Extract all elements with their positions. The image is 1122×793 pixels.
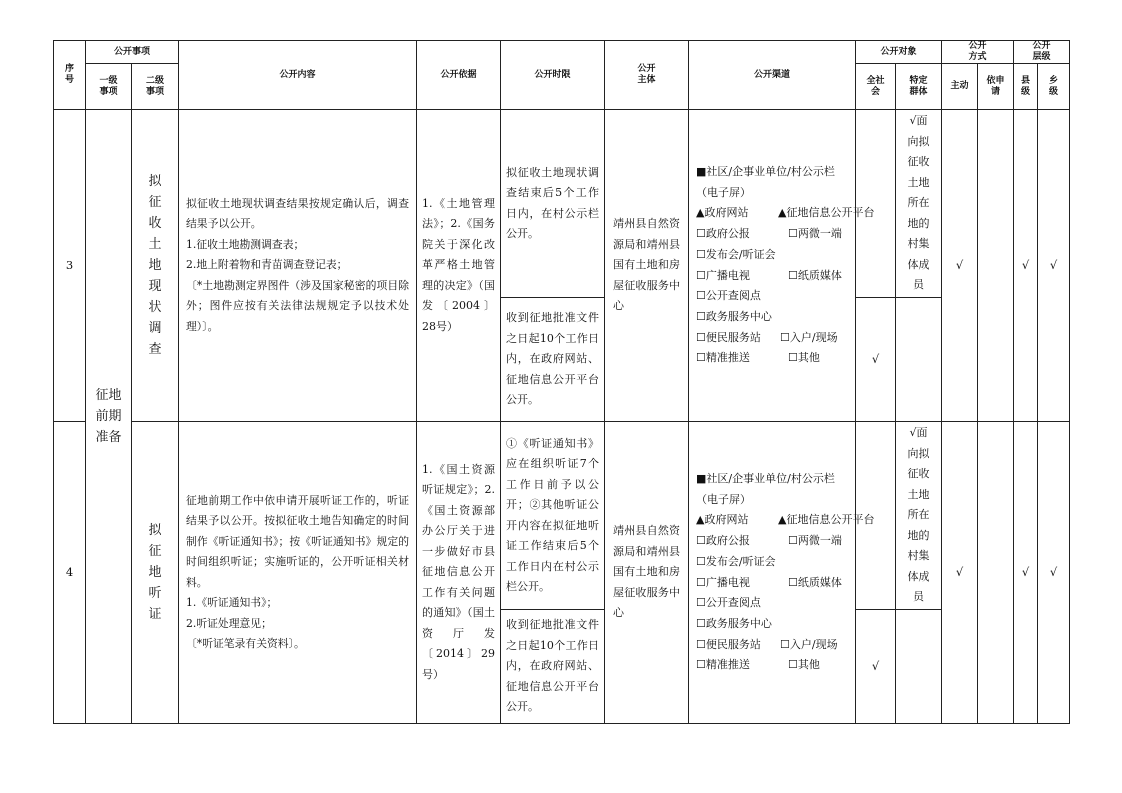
- header-basis: 公开依据: [417, 41, 501, 110]
- channel-item: ☐精准推送: [696, 351, 750, 365]
- header-method-active: 主动: [942, 64, 978, 110]
- table-row: [54, 422, 1070, 610]
- content-line: 1.征收土地勘测调查表；: [186, 237, 305, 251]
- content-line: 〔*土地勘测定界图件（涉及国家秘密的项目除外；图件应按有关法律法规规定予以技术处理）〕。: [186, 278, 410, 333]
- row-seq: 3: [54, 110, 86, 422]
- channel-item: ☐精准推送: [696, 658, 750, 672]
- header-level-county: 县级: [1014, 64, 1038, 110]
- content-line: 拟征收土地现状调查结果按规定确认后，调查结果予以公开。: [186, 196, 410, 231]
- content-line: 1.《听证通知书》；: [186, 596, 278, 609]
- content-text: [184, 491, 411, 655]
- channel-item: ☐广播电视: [696, 575, 750, 589]
- basis-text: 1.《土地管理法》；2.《国务院关于深化改革严格土地管理的决定》（国发〔2004〕28号）: [422, 196, 496, 333]
- channel-item: ▲政府网站: [696, 206, 749, 220]
- timelimit-cell-1: [501, 110, 605, 298]
- header-content: 公开内容: [179, 41, 417, 110]
- timelimit-text: 收到征地批准文件之日起10个工作日内，在政府网站、征地信息公开平台公开。: [506, 311, 600, 407]
- channel-cell: [689, 110, 875, 422]
- content-line: 2.听证处理意见；: [186, 616, 272, 630]
- header-matter: 公开事项: [86, 41, 179, 64]
- channel-item: ☐发布会/听证会: [696, 554, 776, 568]
- timelimit-text: 收到征地批准文件之日起10个工作日内，在政府网站、征地信息公开平台公开。: [506, 618, 600, 714]
- basis-cell: [417, 422, 501, 724]
- channel-item: ☐政府公报: [696, 227, 750, 241]
- header-method-request: 依申请: [978, 64, 1014, 110]
- subject-cell: [605, 422, 689, 724]
- content-text: [184, 194, 411, 338]
- header-target: 公开对象: [856, 41, 942, 64]
- target-group-empty: [896, 610, 942, 724]
- target-group-empty: [896, 298, 942, 422]
- channel-item: ☐纸质媒体: [788, 268, 842, 282]
- row-seq: 4: [54, 422, 86, 724]
- method-request-empty: [978, 422, 1014, 724]
- channel-item: ☐发布会/听证会: [696, 247, 776, 261]
- content-cell: [179, 110, 417, 422]
- level2-item: 拟征地听证: [132, 422, 179, 724]
- channel-item: ☐公开查阅点: [696, 596, 761, 610]
- channel-item: ▲征地信息公开平台: [778, 206, 875, 220]
- channel-item: ☐公开查阅点: [696, 289, 761, 303]
- header-level2: 二级事项: [132, 64, 179, 110]
- method-active-mark: √: [942, 110, 978, 422]
- level-town-mark: √: [1038, 422, 1070, 724]
- subject-text: 靖州县自然资源局和靖州县国有土地和房屋征收服务中心: [613, 217, 681, 313]
- level-county-mark: √: [1014, 110, 1038, 422]
- target-all-mark: √: [856, 610, 896, 724]
- channel-item: ☐纸质媒体: [788, 575, 842, 589]
- channel-item: ▲政府网站: [696, 513, 749, 527]
- header-target-group: 特定群体: [896, 64, 942, 110]
- subject-text: 靖州县自然资源局和靖州县国有土地和房屋征收服务中心: [613, 524, 681, 620]
- channel-item: ☐两微一端: [788, 227, 842, 241]
- timelimit-cell-2: [501, 610, 605, 724]
- basis-text: 1.《国土资源听证规定》；2.《国土资源部办公厅关于进一步做好市县征地信息公开工作有关问题的通知》（国土资厅发〔2014〕29号）: [422, 462, 496, 681]
- header-method: 公开方式: [942, 41, 1014, 64]
- channel-item: ☐广播电视: [696, 268, 750, 282]
- channel-item: ☐政府公报: [696, 534, 750, 548]
- level1-item: 征地前期准备: [86, 110, 132, 724]
- channel-item: ■社区/企事业单位/村公示栏（电子屏）: [696, 164, 835, 199]
- channel-list: [694, 162, 875, 369]
- subject-cell: [605, 110, 689, 422]
- header-level: 公开层级: [1014, 41, 1070, 64]
- basis-cell: [417, 110, 501, 422]
- header-level1: 一级事项: [86, 64, 132, 110]
- header-channel: 公开渠道: [689, 41, 856, 110]
- channel-item: ☐其他: [788, 351, 820, 365]
- channel-item: ☐便民服务站: [696, 330, 761, 344]
- channel-item: ☐其他: [788, 658, 820, 672]
- channel-item: ▲征地信息公开平台: [778, 513, 875, 527]
- method-active-mark: √: [942, 422, 978, 724]
- header-level-town: 乡级: [1038, 64, 1070, 110]
- channel-list: [694, 469, 875, 676]
- channel-cell: [689, 422, 875, 724]
- target-group-cell: √面向拟征收土地所在地的村集体成员: [896, 422, 942, 610]
- table-row: [54, 110, 1070, 298]
- target-group-cell: √面向拟征收土地所在地的村集体成员: [896, 110, 942, 298]
- header-timelimit: 公开时限: [501, 41, 605, 110]
- channel-item: ■社区/企事业单位/村公示栏（电子屏）: [696, 471, 835, 506]
- timelimit-cell-2: [501, 298, 605, 422]
- timelimit-text: ①《听证通知书》应在组织听证7个工作日前予以公开；②其他听证公开内容在拟征地听证工作结束后5个工作日内在村公示栏公开。: [506, 436, 600, 593]
- channel-item: ☐入户/现场: [780, 637, 838, 651]
- level-town-mark: √: [1038, 110, 1070, 422]
- target-all-mark: √: [856, 298, 896, 422]
- level2-item: 拟征收土地现状调查: [132, 110, 179, 422]
- content-line: 征地前期工作中依申请开展听证工作的，听证结果予以公开。按拟征收土地告知确定的时间制作《听证通知书》；按《听证通知书》规定的时间组织听证；实施听证的，公开听证相关材料。: [186, 493, 410, 589]
- header-subject: 公开主体: [605, 41, 689, 110]
- timelimit-text: 拟征收土地现状调查结束后5个工作日内，在村公示栏公开。: [506, 165, 600, 240]
- channel-item: ☐入户/现场: [780, 330, 838, 344]
- content-line: 2.地上附着物和青苗调查登记表；: [186, 258, 348, 272]
- content-line: 〔*听证笔录有关资料〕。: [186, 637, 305, 650]
- channel-item: ☐两微一端: [788, 534, 842, 548]
- disclosure-table: [53, 40, 1070, 724]
- level-county-mark: √: [1014, 422, 1038, 724]
- channel-item: ☐政务服务中心: [696, 616, 772, 630]
- header-seq: 序号: [54, 41, 86, 110]
- content-cell: [179, 422, 417, 724]
- channel-item: ☐便民服务站: [696, 637, 761, 651]
- channel-item: ☐政务服务中心: [696, 309, 772, 323]
- header-target-all: 全社会: [856, 64, 896, 110]
- method-request-empty: [978, 110, 1014, 422]
- timelimit-cell-1: [501, 422, 605, 610]
